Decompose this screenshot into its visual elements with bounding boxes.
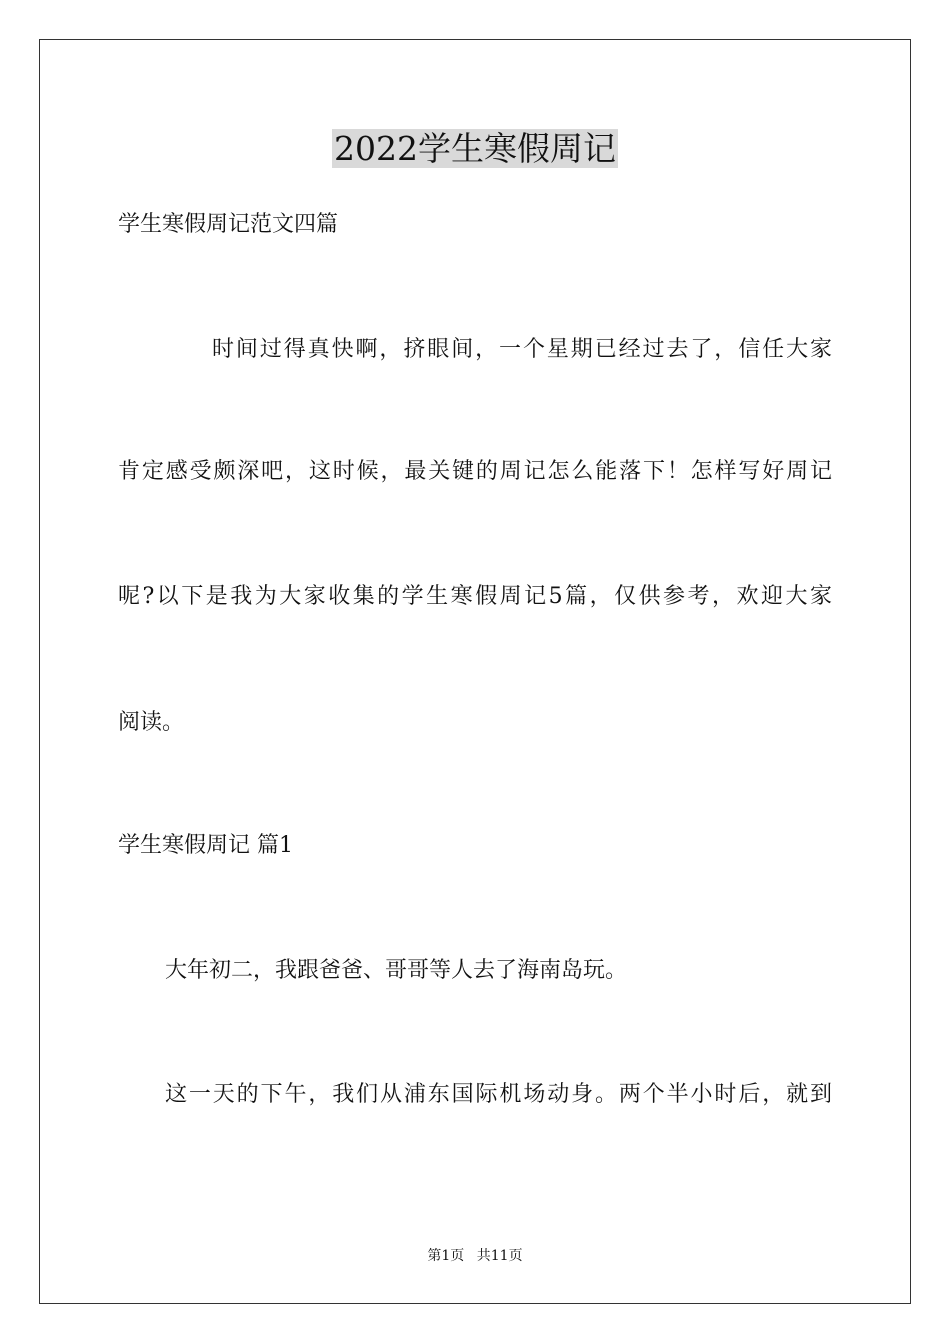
body-line: 大年初二，我跟爸爸、哥哥等人去了海南岛玩。	[165, 958, 628, 983]
document-title-text: 2022学生寒假周记	[334, 129, 616, 168]
page-total: 共11页	[476, 1248, 523, 1264]
body-line: 这一天的下午，我们从浦东国际机场动身。两个半小时后，就到	[165, 1082, 832, 1107]
document-subtitle: 学生寒假周记范文四篇	[118, 212, 339, 237]
page-number: 第1页	[427, 1248, 465, 1264]
paragraph-line: 肯定感受颇深吧，这时候，最关键的周记怎么能落下！怎样写好周记	[118, 459, 832, 484]
document-title	[0, 128, 950, 170]
paragraph-line: 时间过得真快啊，挤眼间，一个星期已经过去了，信任大家	[212, 337, 832, 362]
paragraph-line: 阅读。	[118, 710, 185, 735]
paragraph-line: 呢?以下是我为大家收集的学生寒假周记5篇，仅供参考，欢迎大家	[118, 584, 832, 609]
section-heading: 学生寒假周记 篇1	[118, 833, 293, 858]
page-footer	[0, 1246, 950, 1266]
